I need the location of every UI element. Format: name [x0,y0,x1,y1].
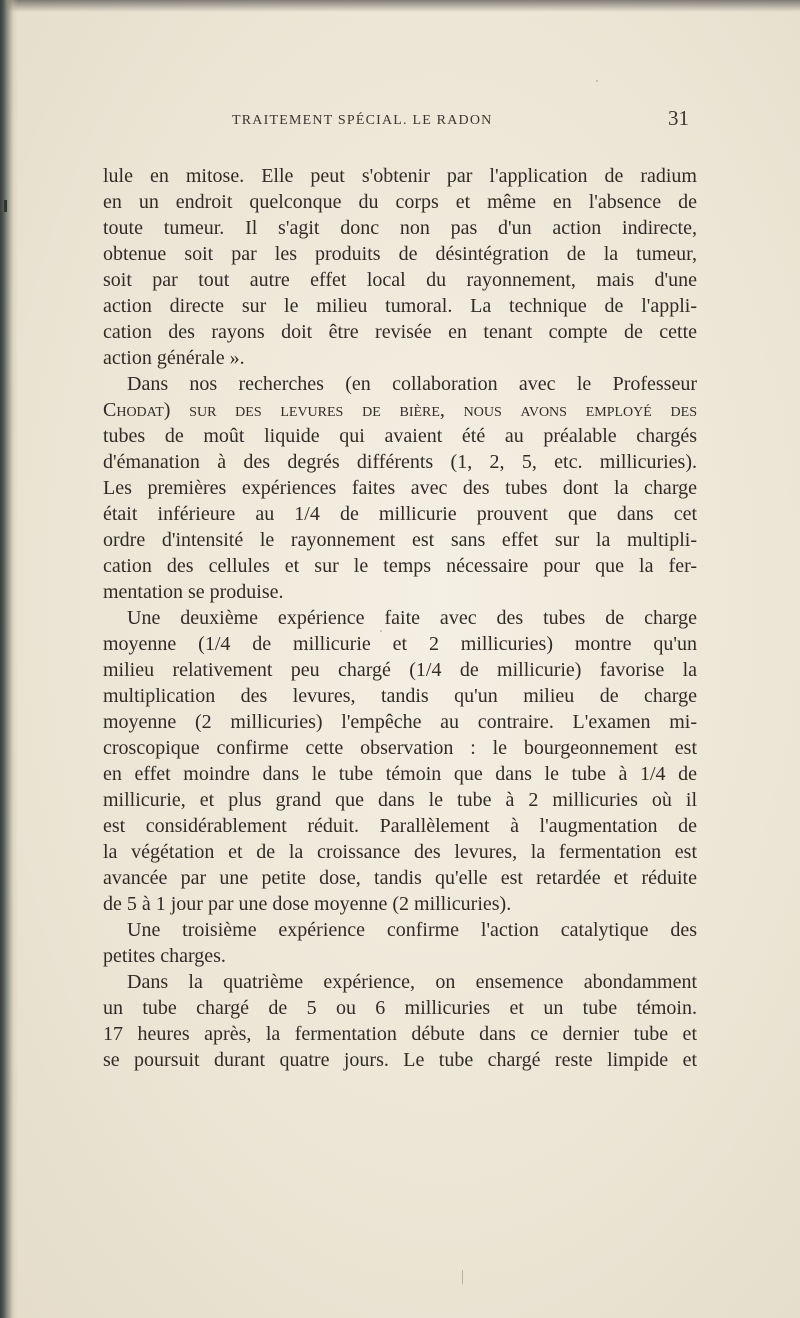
scan-top-shadow [0,0,800,12]
text-line: en un endroit quelconque du corps et même en l'absence de [103,191,697,213]
text-line: moyenne (2 millicuries) l'empêche au contraire. L'examen mi- [103,711,697,733]
text-line: la végétation et de la croissance des levures, la fermentation est [103,841,697,863]
text-line: était inférieure au 1/4 de millicurie prouvent que dans cet [103,503,697,525]
paper-speck [596,80,598,82]
text-line: obtenue soit par les produits de désintégration de la tumeur, [103,243,697,265]
body-text [103,163,697,1073]
binding-edge [0,0,18,1318]
text-line: tubes de moût liquide qui avaient été au préalable chargés [103,425,697,447]
binding-mark [4,200,7,212]
text-line: ordre d'intensité le rayonnement est sans effet sur la multipli- [103,529,697,551]
text-line: avancée par une petite dose, tandis qu'elle est retardée et réduite [103,867,697,889]
text-line: de 5 à 1 jour par une dose moyenne (2 millicuries). [103,893,512,915]
text-line: lule en mitose. Elle peut s'obtenir par l'application de radium [103,165,697,187]
text-line: croscopique confirme cette observation : le bourgeonnement est [103,737,697,759]
author-name-chodat: Chodat) sur des levures de bière, nous avons employé des [103,399,697,421]
text-line: en effet moindre dans le tube témoin que dans le tube à 1/4 de [103,763,697,785]
text-line [103,397,697,423]
page-number: 31 [668,106,689,130]
paragraph-start-line: Dans la quatrième expérience, on ensemence abondamment [127,971,697,993]
text-line: un tube chargé de 5 ou 6 millicuries et un tube témoin. [103,997,697,1019]
text-line: moyenne (1/4 de millicurie et 2 millicuries) montre qu'un [103,633,697,655]
text-line: se poursuit durant quatre jours. Le tube chargé reste limpide et [103,1049,697,1071]
text-line: mentation se produise. [103,581,284,603]
text-line: 17 heures après, la fermentation débute dans ce dernier tube et [103,1023,697,1045]
text-line: petites charges. [103,945,226,967]
text-line: est considérablement réduit. Parallèlement à l'augmentation de [103,815,697,837]
text-line: action directe sur le milieu tumoral. La technique de l'appli- [103,295,697,317]
paper-speck [380,630,382,632]
paper-speck [462,1270,463,1284]
text-line: multiplication des levures, tandis qu'un milieu de charge [103,685,697,707]
text-line: toute tumeur. Il s'agit donc non pas d'un action indirecte, [103,217,697,239]
text-line: milieu relativement peu chargé (1/4 de millicurie) favorise la [103,659,697,681]
paragraph-start-line: Une troisième expérience confirme l'action catalytique des [127,919,697,941]
text-line: cation des rayons doit être revisée en tenant compte de cette [103,321,697,343]
running-head: TRAITEMENT SPÉCIAL. LE RADON [232,113,493,128]
text-line: Les premières expériences faites avec des tubes dont la charge [103,477,697,499]
text-line: action générale ». [103,347,245,369]
paragraph-start-line: Dans nos recherches (en collaboration avec le Professeur [127,373,697,395]
text-line: soit par tout autre effet local du rayonnement, mais d'une [103,269,697,291]
paragraph-start-line: Une deuxième expérience faite avec des tubes de charge [127,607,697,629]
text-line: d'émanation à des degrés différents (1, 2, 5, etc. millicuries). [103,451,697,473]
text-line: millicurie, et plus grand que dans le tube à 2 millicuries où il [103,789,697,811]
text-line: cation des cellules et sur le temps nécessaire pour que la fer- [103,555,697,577]
